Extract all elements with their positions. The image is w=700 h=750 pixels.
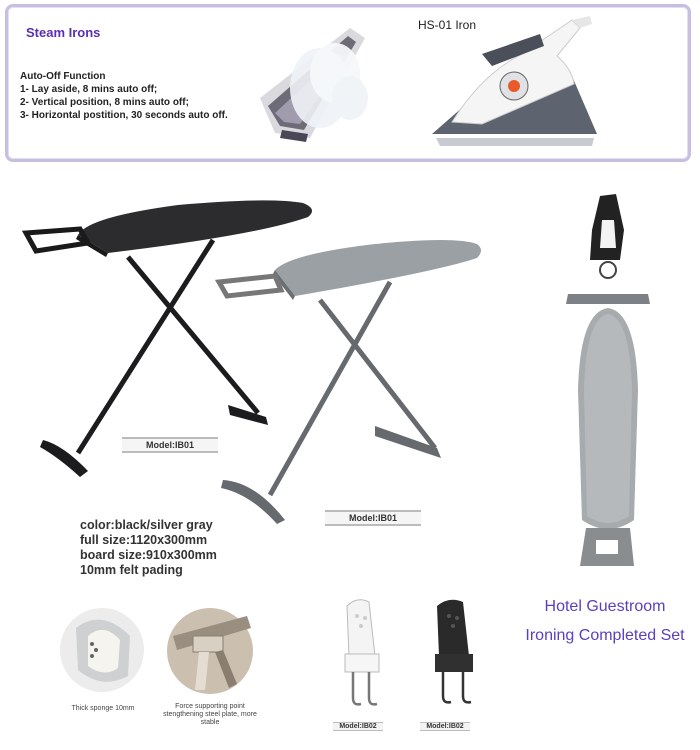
auto-off-item: 1- Lay aside, 8 mins auto off; (20, 84, 158, 95)
sponge-caption: Thick sponge 10mm (71, 705, 135, 712)
sponge-detail-image (58, 606, 146, 694)
spec-full-size: full size:1120x300mm (80, 533, 208, 547)
steel-plate-caption: Force supporting point stengthening steel plate, more stable (163, 703, 257, 726)
spec-board-size: board size:910x300mm (80, 548, 217, 562)
hs-01-iron-image (422, 14, 602, 156)
auto-off-heading: Auto-Off Function (20, 71, 106, 82)
black-iron-holder-image (425, 596, 485, 716)
spec-felt: 10mm felt pading (80, 563, 183, 577)
auto-off-list (20, 70, 228, 122)
hotel-ironing-set-image (560, 190, 660, 580)
board-specs (80, 518, 217, 578)
model-tag-black-holder: Model:IB02 (420, 722, 470, 731)
auto-off-item: 3- Horizontal postition, 30 seconds auto off. (20, 110, 228, 121)
white-iron-holder-image (335, 596, 390, 716)
hotel-set-title (510, 592, 700, 650)
gray-ironing-board-image (215, 230, 485, 530)
hotel-line-1: Hotel Guestroom (544, 598, 666, 615)
auto-off-item: 2- Vertical position, 8 mins auto off; (20, 97, 189, 108)
model-tag-black-board: Model:IB01 (122, 437, 218, 453)
hotel-line-2: Ironing Completed Set (525, 627, 685, 644)
spec-color: color:black/silver gray (80, 518, 213, 532)
steel-plate-detail-image (165, 606, 255, 696)
model-tag-white-holder: Model:IB02 (333, 722, 383, 731)
steam-irons-title: Steam Irons (26, 25, 101, 40)
hs-01-iron-label: HS-01 Iron (418, 18, 477, 32)
steaming-iron-image (240, 18, 390, 153)
model-tag-gray-board: Model:IB01 (325, 510, 421, 526)
